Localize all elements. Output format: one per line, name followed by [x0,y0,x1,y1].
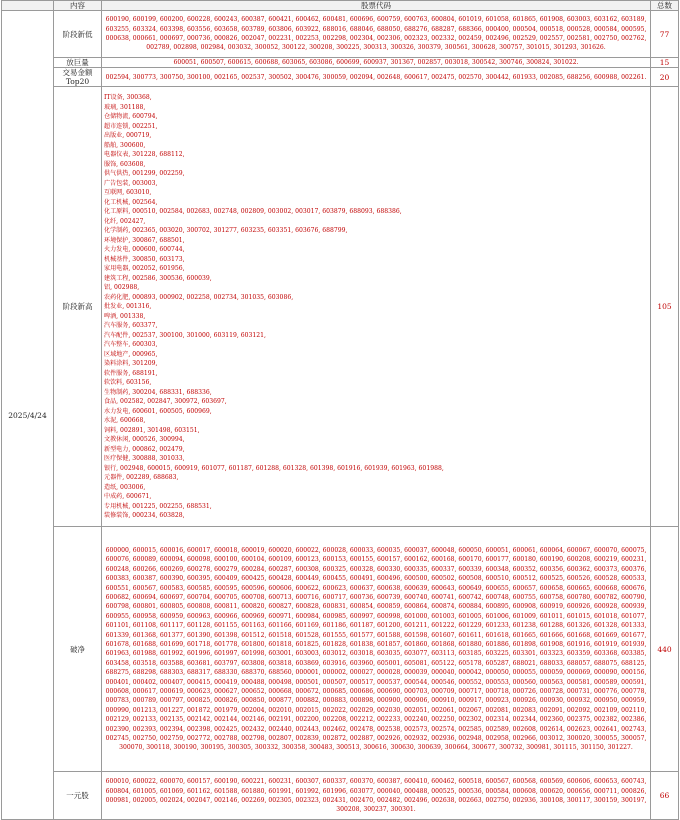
sector-item: 农药化肥, 000893, 000902, 002258, 002734, 301035, 603086, [104,293,294,301]
stock-codes: 600051, 600507, 600615, 600688, 603065, 603086, 600699, 600937, 301367, 002857, 003018, 300542, 300746, 300824, 301022. [102,58,651,68]
sector-item: 家用电器, 002052, 601956, [104,265,185,273]
sector-item: 环境保护, 300867, 688501, [104,236,185,244]
sector-item: 汽车配件, 002537, 300100, 301000, 603119, 603121, [104,331,266,339]
sector-item: 玻璃, 301188, [104,103,146,111]
sector-item: 造纸, 003006, [104,483,146,491]
row-label: 放巨量 [54,58,102,68]
sector-item: 供气供热, 001299, 002259, [104,170,185,178]
row-label: 阶段新高 [54,87,102,527]
row-total: 105 [651,87,679,527]
table-row [2,527,679,772]
sector-item: 化学制药, 002365, 003020, 300702, 301277, 603235, 603351, 603676, 688799, [104,227,348,235]
sector-item: 元器件, 002289, 688683, [104,474,179,482]
sector-item: 水力发电, 600601, 600505, 600969, [104,407,212,415]
row-label: 交易金额Top20 [54,68,102,87]
row-total: 77 [651,11,679,58]
sector-item: 银行, 002948, 600015, 600919, 601077, 601187, 601288, 601328, 601398, 601916, 601939, 601963, 601988, [104,464,444,472]
table-row [2,772,679,820]
sector-item: 广告包装, 003003, [104,179,158,187]
table-row [2,58,679,68]
sector-item: 机械基件, 300850, 603173, [104,255,185,263]
sector-item: 专用机械, 001225, 002255, 688531, [104,502,212,510]
sector-item: 建筑工程, 002586, 300536, 600039, [104,274,212,282]
sector-item: 船舶, 300600, [104,141,146,149]
table-row [2,68,679,87]
sector-item: 火力发电, 000600, 600744, [104,246,185,254]
sector-item: 医疗保健, 300888, 301033, [104,455,185,463]
row-total: 66 [651,772,679,820]
sector-item: 染料涂料, 301209, [104,360,158,368]
sector-item: 铝, 002988, [104,284,140,292]
header-row [2,1,679,11]
sector-item: 食品, 002582, 002847, 300972, 603697, [104,398,227,406]
sector-item: 服饰, 603608, [104,160,146,168]
stock-codes: 002594, 300773, 300750, 300100, 002165, 002537, 300502, 300476, 300059, 002094, 002648, 600617, 002475, 002570, 300442, 601933, 002085, 688256, 600988, 002261. [102,68,651,87]
header-content: 内容 [54,1,102,11]
sector-item: 汽车服务, 603377, [104,322,158,330]
stock-codes: 600010, 600022, 600070, 600157, 600190, 600221, 600231, 600307, 600337, 600370, 600387, 600410, 600462, 600518, 600567, 600568, 600569, 600606, 600653, 600743, 600804, 601005, 601069, 601162, 601588, 601880, 601991, 601992, 601996, 603077, 000040, 000488, 000525, 000536, 000584, 000608, 000620, 000656, 000711, 000826, 000981, 002005, 002024, 002047, 002146, 002269, 002305, 002323, 002431, 002470, 002482, 002496, 002638, 002663, 002750, 002936, 300108, 300117, 300159, 300197, 300208, 300237, 300301. [102,772,651,820]
sector-item: 化工原料, 000510, 002584, 002683, 002748, 002809, 003002, 003017, 603879, 688093, 688386, [104,208,402,216]
row-total: 20 [651,68,679,87]
sector-item: 出版业, 000719, [104,132,152,140]
sector-list [102,87,651,527]
sector-item: 软件服务, 688191, [104,369,158,377]
sector-item: 软饮料, 603156, [104,379,152,387]
sector-item: 新型电力, 000862, 002479, [104,445,185,453]
sector-item: 化工机械, 002564, [104,198,158,206]
header-total: 总数 [651,1,679,11]
sector-item: 区域地产, 000965, [104,350,158,358]
header-codes: 股票代码 [102,1,651,11]
row-total: 440 [651,527,679,772]
sector-item: 汽车整车, 600303, [104,341,158,349]
stock-table [1,0,679,820]
sector-item: 化纤, 002427, [104,217,146,225]
row-label: 一元股 [54,772,102,820]
stock-codes: 600190, 600199, 600200, 600228, 600243, 600387, 600421, 600462, 600481, 600696, 600759, 600763, 600804, 601019, 601058, 601865, 601908, 603003, 603162, 603189, 603255, 603324, 603398, 603556, 603658, 603789, 603806, 603922, 688016, 688046, 688050, 688276, 688287, 688366, 000400, 000504, 000518, 000528, 000584, 000595, 000638, 000661, 000697, 000736, 000826, 002047, 002231, 002253, 002298, 002304, 002306, 002323, 002332, 002459, 002496, 002529, 002557, 002581, 002750, 002762, 002789, 002898, 002984, 003032, 300052, 300122, 300208, 300225, 300313, 300326, 300379, 300561, 300628, 300757, 301015, 301293, 301626. [102,11,651,58]
row-label: 破净 [54,527,102,772]
sector-item: 批发业, 001316, [104,303,152,311]
sector-item: 生物制药, 300204, 688331, 688336, [104,388,212,396]
date-cell: 2025/4/24 [2,11,54,820]
sector-item: 啤酒, 001338, [104,312,146,320]
sector-item: 装修装饰, 000234, 603828, [104,512,185,520]
stock-codes: 600000, 600015, 600016, 600017, 600018, 600019, 600020, 600022, 600028, 600033, 600035, 600037, 600048, 600050, 600051, 600061, 600064, 600067, 600070, 600075, 600076, 600089, 600094, 600098, 600100, 600104, 600109, 600123, 600153, 600155, 600157, 600162, 600168, 600170, 600177, 600180, 600190, 600208, 600219, 600231, 600248, 600266, 600269, 600278, 600279, 600284, 600287, 600308, 600325, 600328, 600330, 600335, 600337, 600339, 600348, 600352, 600356, 600362, 600373, 600376, 600383, 600387, 600390, 600395, 600409, 600425, 600428, 600449, 600455, 600491, 600496, 600500, 600502, 600508, 600510, 600512, 600525, 600526, 600528, 600533, 600551, 600567, 600583, 600585, 600595, 600596, 600606, 600622, 600623, 600637, 600638, 600639, 600643, 600649, 600655, 600657, 600658, 600665, 600668, 600676, 600682, 600694, 600697, 600704, 600705, 600708, 600713, 600716, 600717, 600736, 600739, 600740, 600741, 600742, 600748, 600755, 600758, 600780, 600782, 600790, 600798, 600801, 600805, 600808, 600811, 600820, 600827, 600828, 600831, 600854, 600859, 600864, 600874, 600884, 600895, 600908, 600919, 600926, 600928, 600939, 600955, 600958, 600959, 600963, 600966, 600969, 600971, 600984, 600985, 600997, 600998, 601000, 601003, 601005, 601006, 601009, 601011, 601015, 601018, 601077, 601101, 601108, 601117, 601128, 601155, 601163, 601166, 601169, 601186, 601187, 601200, 601211, 601222, 601229, 601233, 601238, 601288, 601326, 601328, 601333, 601339, 601368, 601377, 601390, 601398, 601512, 601518, 601528, 601555, 601577, 601588, 601598, 601607, 601611, 601618, 601665, 601666, 601668, 601669, 601677, 601678, 601688, 601699, 601718, 601778, 601800, 601818, 601825, 601828, 601838, 601857, 601860, 601868, 601880, 601886, 601898, 601908, 601916, 601919, 601939, 601963, 601988, 601992, 601996, 601997, 601998, 603001, 603003, 603012, 603018, 603035, 603077, 603113, 603185, 603225, 603301, 603323, 603359, 603368, 603385, 603458, 603518, 603588, 603681, 603797, 603808, 603818, 603869, 603916, 603960, 605001, 605081, 605122, 605178, 605287, 688021, 688033, 688057, 688075, 688125, 688275, 688298, 688303, 688317, 688330, 688370, 688560, 000001, 000002, 000027, 000028, 000039, 000040, 000042, 000050, 000055, 000059, 000069, 000090, 000156, 000401, 000402, 000407, 000415, 000419, 000488, 000498, 000501, 000507, 000517, 000537, 000544, 000546, 000552, 000553, 000560, 000563, 000581, 000589, 000591, 000608, 000617, 000619, 000623, 000627, 000652, 000668, 000672, 000685, 000686, 000690, 000703, 000709, 000717, 000718, 000726, 000728, 000731, 000776, 000778, 000783, 000789, 000797, 000825, 000826, 000850, 000877, 000882, 000883, 000898, 000900, 000906, 000910, 000917, 000923, 000926, 000930, 000932, 000950, 000959, 000990, 001213, 001227, 001872, 001979, 002004, 002010, 002015, 002022, 002029, 002030, 002051, 002061, 002067, 002081, 002083, 002091, 002092, 002109, 002110, 002129, 002133, 002135, 002142, 002144, 002146, 002191, 002200, 002208, 002212, 002233, 002240, 002250, 002302, 002314, 002344, 002360, 002375, 002382, 002386, 002390, 002393, 002394, 002398, 002425, 002432, 002440, 002443, 002462, 002478, 002538, 002573, 002574, 002585, 002589, 002608, 002614, 002623, 002641, 002743, 002745, 002750, 002759, 002772, 002788, 002798, 002807, 002839, 002872, 002887, 002926, 002932, 002936, 002948, 002958, 002966, 003012, 300020, 300055, 300057, 300070, 300118, 300190, 300195, 300305, 300332, 300358, 300483, 300513, 300616, 300630, 300639, 300664, 300677, 300732, 300981, 301115, 301150, 301227. [102,527,651,772]
table-row [2,11,679,58]
header-blank [2,1,54,11]
sector-item: 超市连锁, 002251, [104,122,158,130]
row-label: 阶段新低 [54,11,102,58]
sector-item: 电器仪表, 301228, 688112, [104,151,185,159]
sector-item: 饲料, 002891, 301498, 603151, [104,426,200,434]
sector-item: 中成药, 600671, [104,493,152,501]
table-row [2,87,679,527]
sector-item: IT设备, 300368, [104,94,152,102]
sector-item: 仓储物流, 600794, [104,113,158,121]
sector-item: 水泥, 600668, [104,417,146,425]
sector-item: 文教休闲, 000526, 300994, [104,436,185,444]
sector-item: 互联网, 603010, [104,189,152,197]
row-total: 15 [651,58,679,68]
